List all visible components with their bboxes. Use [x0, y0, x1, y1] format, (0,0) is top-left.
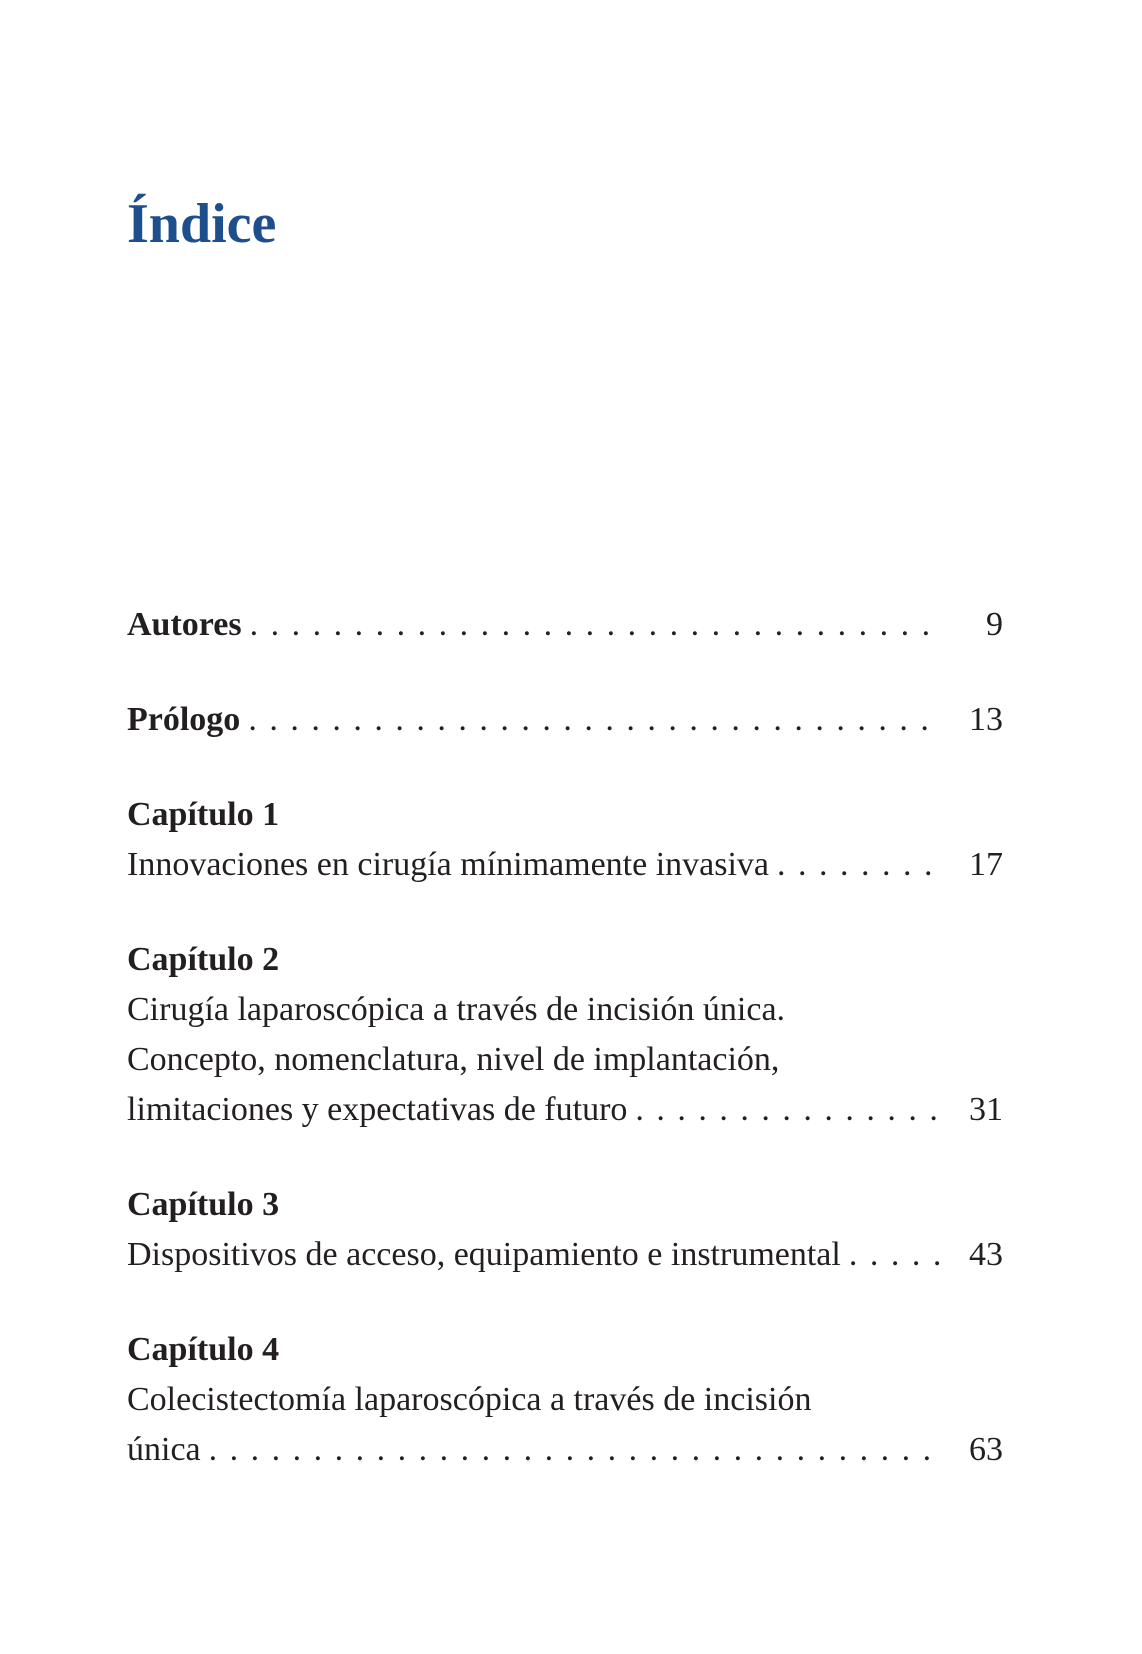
chapter-title: Dispositivos de acceso, equipamiento e instrumental [127, 1236, 841, 1273]
dot-leader [250, 600, 943, 650]
toc-entry-label: Autores [127, 606, 242, 643]
table-of-contents [127, 600, 1003, 1520]
chapter-title-line: Colecistectomía laparoscópica a través de incisión [127, 1381, 812, 1418]
toc-page-number: 43 [969, 1236, 1003, 1273]
toc-row [127, 840, 1003, 890]
dot-leader [849, 1230, 943, 1280]
chapter-heading: Capítulo 2 [127, 941, 280, 978]
toc-entry-prologo[interactable] [127, 695, 1003, 745]
toc-page-number: 9 [986, 606, 1003, 643]
toc-entry-autores[interactable] [127, 600, 1003, 650]
chapter-title: Innovaciones en cirugía mínimamente invasiva [127, 846, 770, 883]
toc-entry-capitulo-2[interactable] [127, 935, 1003, 1135]
toc-entry-capitulo-3[interactable] [127, 1180, 1003, 1280]
page-title: Índice [127, 193, 277, 255]
chapter-title-line: Cirugía laparoscópica a través de incisión única. [127, 991, 786, 1028]
toc-row [127, 1085, 1003, 1135]
toc-entry-capitulo-4[interactable] [127, 1325, 1003, 1475]
toc-page-number: 13 [969, 701, 1003, 738]
toc-row [127, 1425, 1003, 1475]
toc-entry-label: Prólogo [127, 701, 241, 738]
dot-leader [635, 1085, 943, 1135]
chapter-title: única [127, 1431, 201, 1468]
toc-entry-capitulo-1[interactable] [127, 790, 1003, 890]
toc-page-number: 63 [969, 1431, 1003, 1468]
toc-row [127, 1230, 1003, 1280]
chapter-heading: Capítulo 3 [127, 1186, 280, 1223]
toc-page-number: 31 [969, 1091, 1003, 1128]
toc-row [127, 600, 1003, 650]
chapter-title-line: Concepto, nomenclatura, nivel de implantación, [127, 1041, 780, 1078]
dot-leader [248, 695, 943, 745]
dot-leader [209, 1425, 943, 1475]
dot-leader [777, 840, 943, 890]
chapter-heading: Capítulo 1 [127, 796, 280, 833]
chapter-heading: Capítulo 4 [127, 1331, 280, 1368]
toc-page-number: 17 [969, 846, 1003, 883]
chapter-title: limitaciones y expectativas de futuro [127, 1091, 628, 1128]
toc-row [127, 695, 1003, 745]
